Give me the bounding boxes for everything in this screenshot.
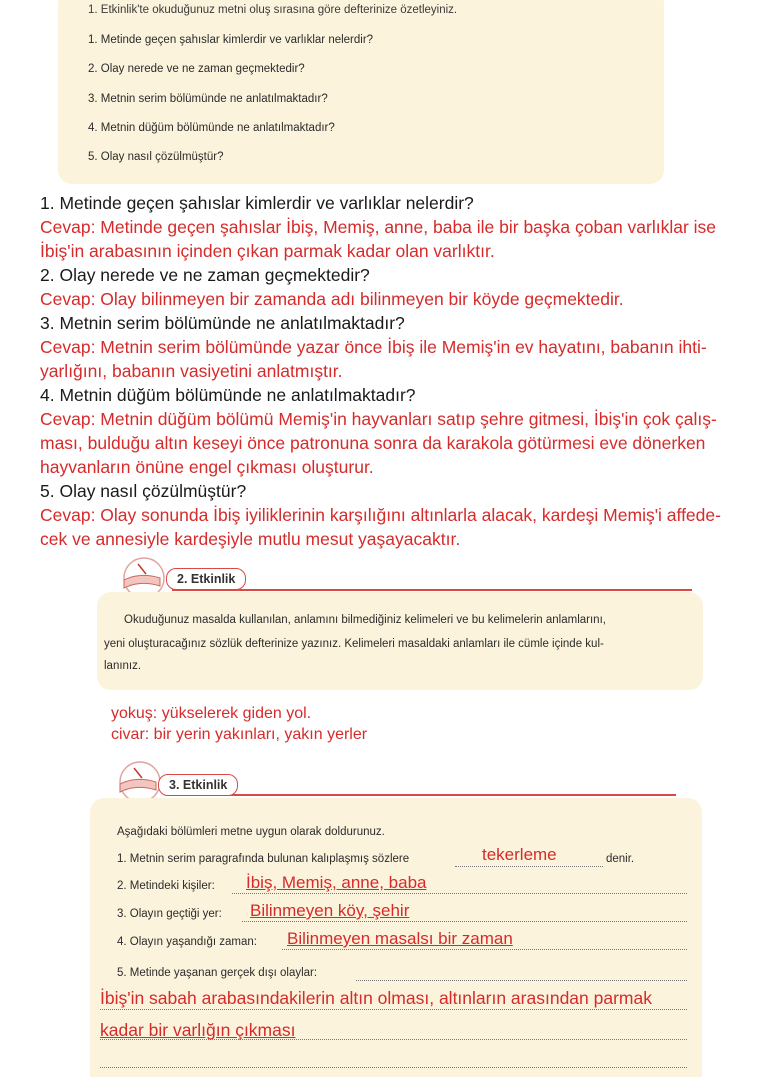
item-3-answer: Bilinmeyen köy, şehir (250, 901, 410, 920)
etkinlik-2-text-2: yeni oluşturacağınız sözlük defterinize yazınız. Kelimeleri masaldaki anlamları ile cümle içinde kul- (104, 638, 604, 650)
item-1-blank (455, 866, 603, 867)
etkinlik-2-text-3: lanınız. (104, 660, 142, 672)
answer-2-line-1: Cevap: Olay bilinmeyen bir zamanda adı bilinmeyen bir köyde geçmektedir. (40, 289, 624, 309)
item-3-label: 3. Olayın geçtiği yer: (117, 908, 222, 920)
answer-question-5: 5. Olay nasıl çözülmüştür? (40, 481, 247, 501)
item-2-blank (232, 893, 687, 894)
etkinlik-3-title: 3. Etkinlik (158, 774, 238, 796)
answer-question-2: 2. Olay nerede ve ne zaman geçmektedir? (40, 265, 370, 285)
question-3: 3. Metnin serim bölümünde ne anlatılmaktadır? (88, 93, 328, 105)
item-5-blank-1 (356, 980, 687, 981)
item-4-blank (282, 949, 687, 950)
answer-3-line-2: yarlığını, babanın vasiyetini anlatmıştır. (40, 361, 343, 381)
answer-5-line-1: Cevap: Olay sonunda İbiş iyiliklerinin karşılığını altınlarla alacak, kardeşi Memiş'i affede- (40, 505, 721, 525)
item-4-answer: Bilinmeyen masalsı bir zaman (287, 929, 513, 948)
answer-question-4: 4. Metnin düğüm bölümünde ne anlatılmaktadır? (40, 385, 416, 405)
item-4-label: 4. Olayın yaşandığı zaman: (117, 936, 257, 948)
handwritten-word-2: civar: bir yerin yakınları, yakın yerler (111, 726, 368, 743)
question-2: 2. Olay nerede ve ne zaman geçmektedir? (88, 63, 305, 75)
question-1: 1. Metinde geçen şahıslar kimlerdir ve varlıklar nelerdir? (88, 34, 374, 46)
answer-1-line-1: Cevap: Metinde geçen şahıslar İbiş, Memiş, anne, baba ile bir başka çoban varlıklar ise (40, 217, 717, 237)
item-1-answer: tekerleme (482, 845, 557, 864)
item-2-label: 2. Metindeki kişiler: (117, 880, 215, 892)
etkinlik-2-text-1: Okuduğunuz masalda kullanılan, anlamını bilmediğiniz kelimeleri ve bu kelimelerin anlamlarını, (124, 614, 606, 626)
item-5-label: 5. Metinde yaşanan gerçek dışı olaylar: (117, 967, 318, 979)
item-3-blank (242, 921, 687, 922)
question-5: 5. Olay nasıl çözülmüştür? (88, 151, 224, 163)
item-5-answer-line-1: İbiş'in sabah arabasındakilerin altın olması, altınların arasından parmak (100, 988, 652, 1008)
questions-intro: 1. Etkinlik'te okuduğunuz metni oluş sırasına göre defterinize özetleyiniz. (88, 4, 458, 16)
item-5-blank-4 (100, 1067, 687, 1068)
answer-question-3: 3. Metnin serim bölümünde ne anlatılmaktadır? (40, 313, 405, 333)
answer-3-line-1: Cevap: Metnin serim bölümünde yazar önce İbiş ile Memiş'in ev hayatını, babanın ihti- (40, 337, 707, 357)
handwritten-word-1: yokuş: yükselerek giden yol. (111, 705, 312, 722)
item-1-suffix: denir. (606, 853, 635, 865)
answer-4-line-3: hayvanların önüne engel çıkması oluşturur. (40, 457, 374, 477)
item-2-answer: İbiş, Memiş, anne, baba (246, 873, 427, 892)
etkinlik-3-intro: Aşağıdaki bölümleri metne uygun olarak doldurunuz. (117, 826, 385, 838)
answer-4-line-2: ması, bulduğu altın keseyi önce patronuna sonra da karakola götürmesi eve dönerken (40, 433, 706, 453)
etkinlik-2-title: 2. Etkinlik (166, 568, 246, 590)
question-4: 4. Metnin düğüm bölümünde ne anlatılmaktadır? (88, 122, 335, 134)
answer-4-line-1: Cevap: Metnin düğüm bölümü Memiş'in hayvanları satıp şehre gitmesi, İbiş'in çok çalış- (40, 409, 717, 429)
answer-1-line-2: İbiş'in arabasının içinden çıkan parmak kadar olan varlıktır. (40, 241, 495, 261)
item-5-blank-2 (100, 1009, 687, 1010)
item-5-answer-line-2: kadar bir varlığın çıkması (100, 1020, 296, 1040)
answer-5-line-2: cek ve annesiyle kardeşiyle mutlu mesut yaşayacaktır. (40, 529, 461, 549)
answer-question-1: 1. Metinde geçen şahıslar kimlerdir ve varlıklar nelerdir? (40, 193, 474, 213)
item-1-label: 1. Metnin serim paragrafında bulunan kalıplaşmış sözlere (117, 853, 410, 865)
